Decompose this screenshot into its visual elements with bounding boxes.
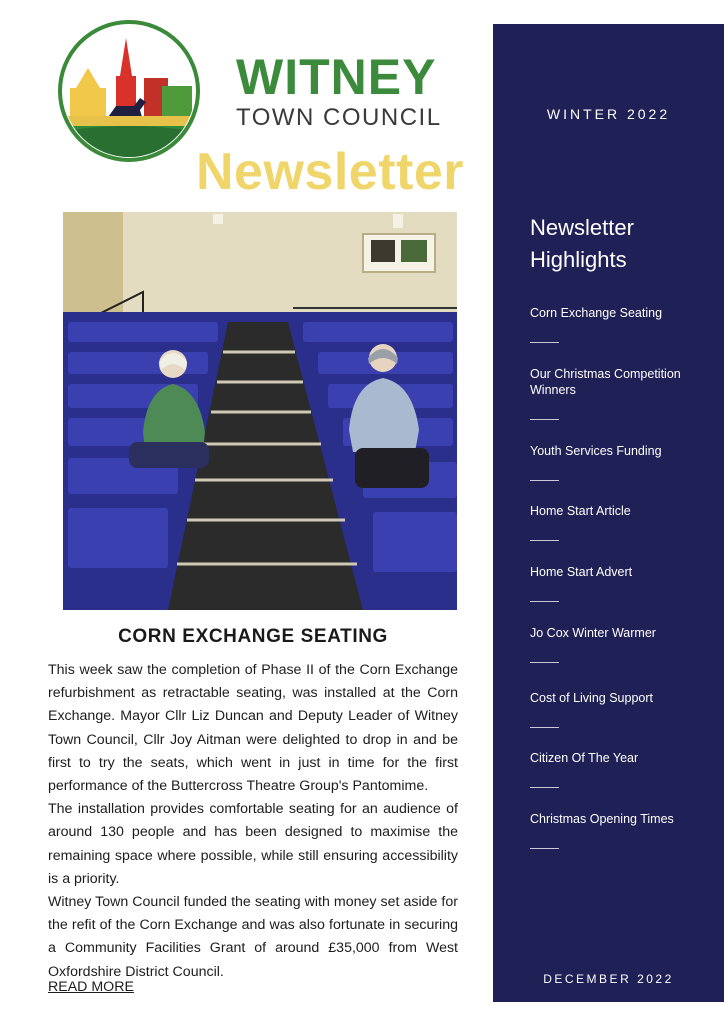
article-body [48,659,458,984]
divider [530,480,559,481]
footer-date: DECEMBER 2022 [543,972,674,986]
corn-exchange-photo [63,212,457,610]
highlight-item[interactable]: Our Christmas Competition Winners [530,367,681,397]
highlights-title: Newsletter Highlights [530,215,634,272]
divider [530,540,559,541]
council-logo [58,20,200,162]
highlight-item[interactable]: Home Start Advert [530,565,633,579]
highlight-item[interactable]: Home Start Article [530,504,631,518]
newsletter-title: Newsletter [196,143,464,201]
divider [530,787,559,788]
article-paragraph: Witney Town Council funded the seating with money set aside for the refit of the Corn Exchange and was also fortunate in securing a Community Facilities Grant of around £35,000 from West Oxfordshire District Council. [48,894,458,980]
edition-label: WINTER 2022 [546,106,671,122]
highlight-item[interactable]: Jo Cox Winter Warmer [530,626,656,640]
brand-name: WITNEY [236,49,437,105]
article-paragraph: This week saw the completion of Phase II of the Corn Exchange refurbishment as retractable seating, was installed at the Corn Exchange. Mayor Cllr Liz Duncan and Deputy Leader of Witney Town Council, Cllr Joy Aitman were delighted to drop in and be first to try the seats, which went in just in time for the first performance of the Buttercross Theatre Group's Pantomime. [48,662,458,795]
divider [530,342,559,343]
divider [530,601,559,602]
read-more-link[interactable]: READ MORE [48,979,134,995]
highlight-item[interactable]: Citizen Of The Year [530,751,639,765]
divider [530,727,559,728]
highlight-item[interactable]: Christmas Opening Times [530,812,674,826]
highlight-item[interactable]: Corn Exchange Seating [530,306,663,320]
divider [530,419,559,420]
highlight-item[interactable]: Youth Services Funding [530,444,662,458]
article-heading: CORN EXCHANGE SEATING [118,626,388,647]
divider [530,662,559,663]
highlights-sidebar [493,24,724,1002]
article-paragraph: The installation provides comfortable seating for an audience of around 130 people and has been designed to maximise the remaining space where possible, while still ensuring accessibility is a priority. [48,801,458,887]
highlight-item[interactable]: Cost of Living Support [530,691,653,705]
divider [530,848,559,849]
brand-subtitle: TOWN COUNCIL [236,104,442,131]
